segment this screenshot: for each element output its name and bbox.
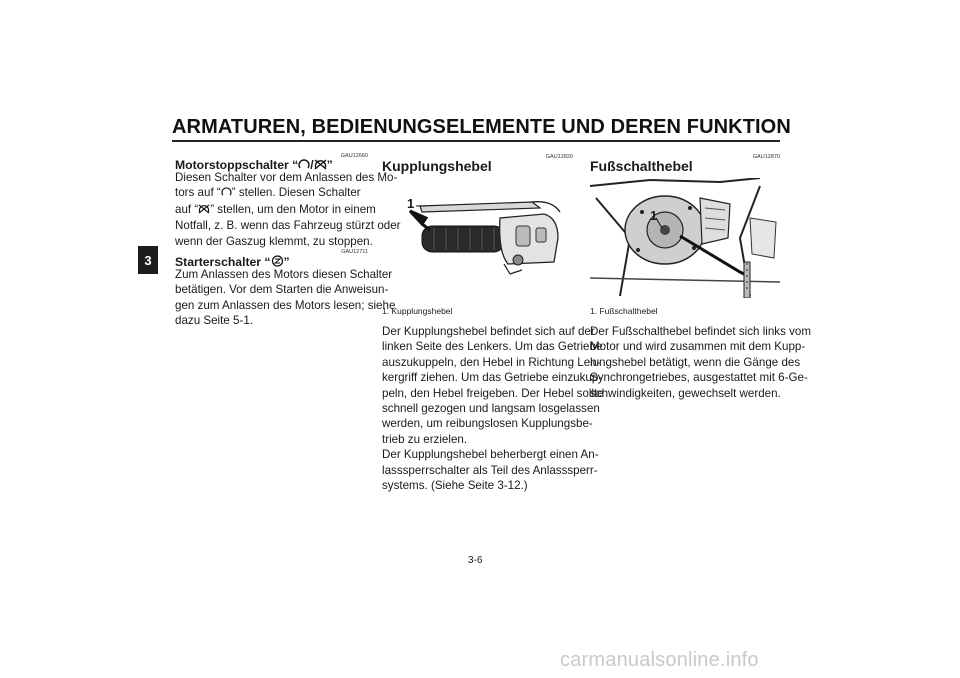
text-line: schwindigkeiten, gewechselt werden. [590, 386, 781, 400]
motor-stop-text [175, 170, 401, 249]
section-code: GAU12820 [545, 154, 573, 160]
text-line: lungshebel betätigt, wenn die Gänge des [590, 355, 801, 369]
text-line: systems. (Siehe Seite 3-12.) [382, 479, 528, 493]
text-line: Der Fußschalthebel befindet sich links vom [590, 325, 812, 338]
heading-close: ” [283, 255, 290, 269]
figure-caption: 1. Kupplungshebel [382, 306, 453, 316]
section-code: GAU12711 [341, 249, 368, 255]
starter-text [175, 267, 395, 329]
heading-text: Starterschalter “ [175, 255, 271, 269]
figure-callout: 1 [407, 196, 415, 211]
shift-pedal-text [590, 324, 811, 401]
text-line: dazu Seite 5-1. [175, 314, 253, 328]
heading-text: Motorstoppschalter “ [175, 158, 299, 172]
text-line: betätigen. Vor dem Starten die Anweisun- [175, 283, 389, 297]
text-line: Motor und wird zusammen mit dem Kupp- [590, 340, 806, 354]
text-part: auf “ [175, 202, 199, 216]
text-line: linken Seite des Lenkers. Um das Getriebe [382, 340, 603, 354]
watermark: carmanualsonline.info [560, 649, 759, 671]
page-title: ARMATUREN, BEDIENUNGSELEMENTE UND DEREN FUNKTION [172, 116, 791, 138]
text-part: ” stellen, um den Motor in einem [210, 202, 376, 216]
shift-pedal-figure [590, 178, 780, 298]
text-line: Diesen Schalter vor dem Anlassen des Mo- [175, 171, 398, 184]
text-line: Der Kupplungshebel befindet sich auf der [382, 325, 595, 338]
text-line: werden, um reibungslosen Kupplungsbe- [382, 417, 593, 431]
section-tab: 3 [138, 246, 158, 274]
text-line: Der Kupplungshebel beherbergt einen An- [382, 448, 599, 462]
text-line: peln, den Hebel freigeben. Der Hebel sollte [382, 386, 604, 400]
heading-close: ” [326, 158, 333, 172]
text-line: Notfall, z. B. wenn das Fahrzeug stürzt oder [175, 219, 401, 233]
section-code: GAU12660 [340, 153, 368, 159]
engine-run-icon [221, 186, 232, 201]
text-line: wenn der Gaszug klemmt, zu stoppen. [175, 234, 373, 248]
engine-stop-icon [198, 203, 210, 218]
clutch-text [382, 324, 604, 493]
text-line [175, 185, 401, 201]
text-line: kergriff ziehen. Um das Getriebe einzukup- [382, 371, 603, 385]
text-line: auszukuppeln, den Hebel in Richtung Len- [382, 355, 601, 369]
text-line: gen zum Anlassen des Motors lesen; siehe [175, 298, 396, 312]
text-part: tors auf “ [175, 186, 221, 200]
page-number: 3-6 [468, 555, 483, 566]
text-line: trieb zu erzielen. [382, 432, 468, 446]
text-line: Zum Anlassen des Motors diesen Schalter [175, 268, 393, 281]
text-line [175, 202, 401, 218]
clutch-heading: Kupplungshebel [382, 158, 492, 174]
text-part: ” stellen. Diesen Schalter [231, 186, 361, 200]
shift-pedal-heading: Fußschalthebel [590, 158, 693, 174]
text-line: schnell gezogen und langsam losgelassen [382, 402, 600, 416]
section-code: GAU12870 [752, 154, 780, 160]
figure-caption: 1. Fußschalthebel [590, 306, 658, 316]
heading-slash: / [310, 158, 314, 172]
figure-callout: 1 [650, 208, 658, 223]
text-line: Synchrongetriebes, ausgestattet mit 6-Ge- [590, 371, 808, 385]
text-line: lasssperrschalter als Teil des Anlasssperr- [382, 463, 598, 477]
title-rule [172, 140, 780, 142]
